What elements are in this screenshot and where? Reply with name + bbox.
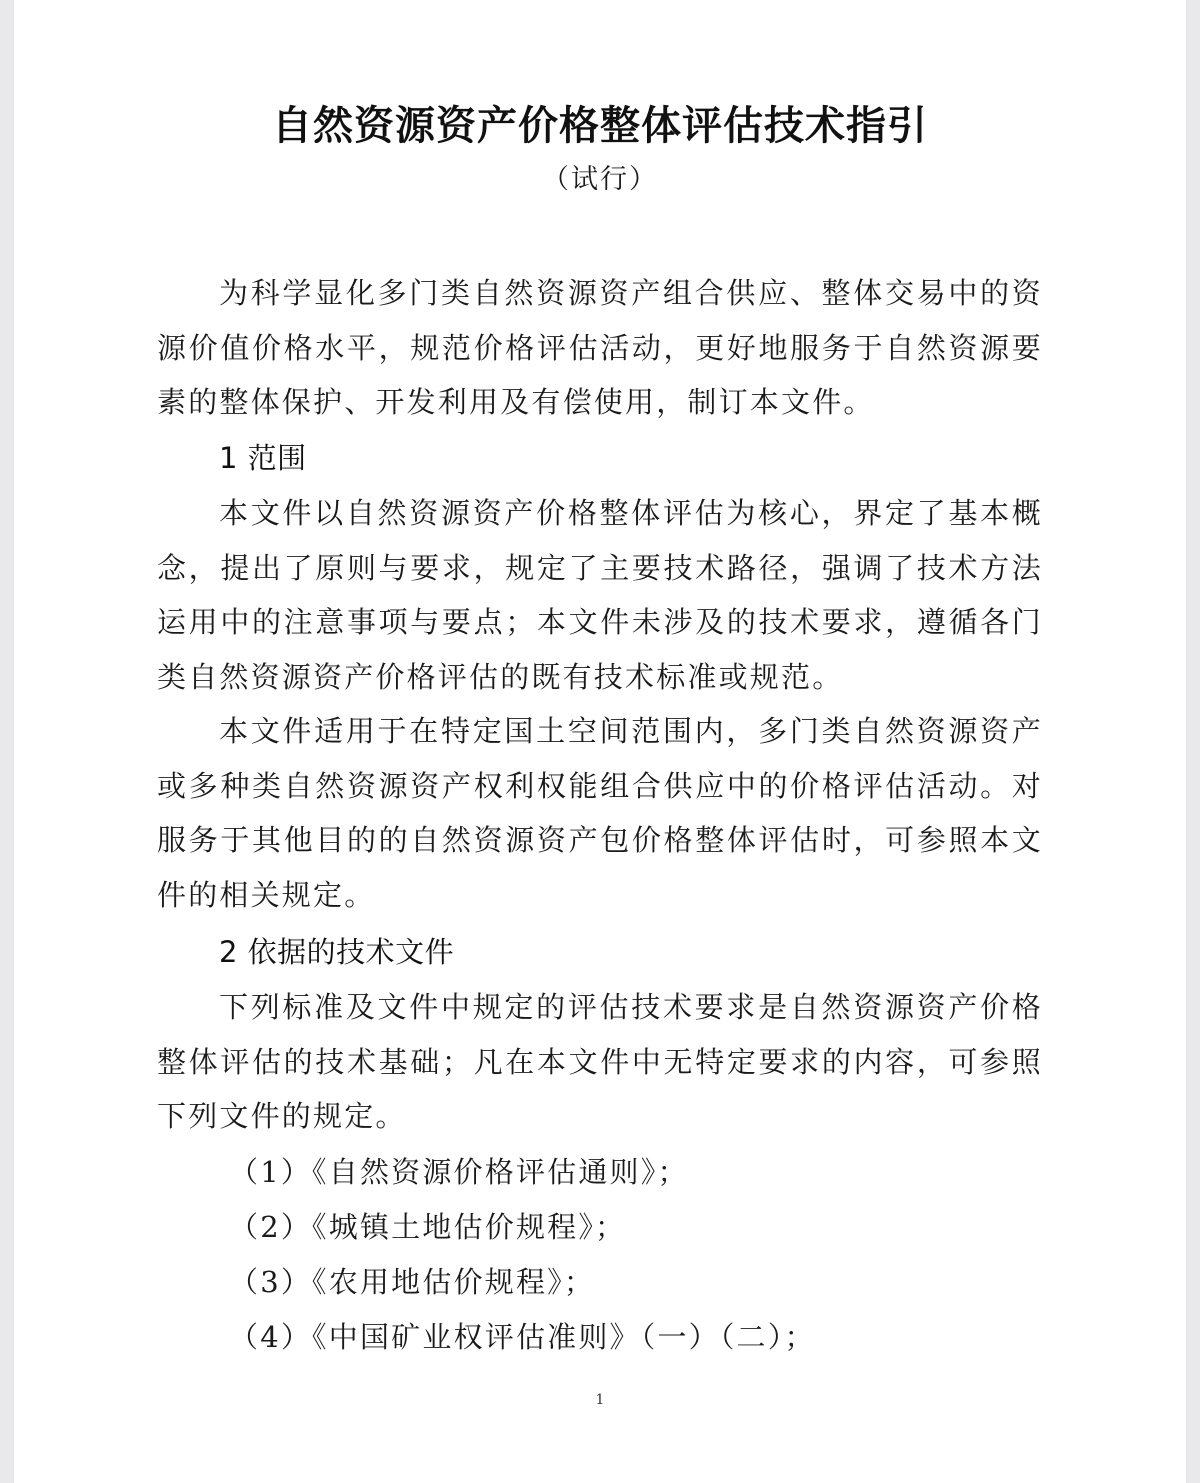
intro-paragraph: 为科学显化多门类自然资源资产组合供应、整体交易中的资源价值价格水平，规范价格评估活动，更好地服务于自然资源要素的整体保护、开发利用及有偿使用，制订本文件。 <box>157 276 1043 419</box>
reference-item-3: （3）《农用地估价规程》； <box>229 1265 596 1299</box>
section-1-heading: 1 范围 <box>219 441 307 475</box>
section-1-paragraph-1: 本文件以自然资源资产价格整体评估为核心，界定了基本概念，提出了原则与要求，规定了主要技术路径，强调了技术方法运用中的注意事项与要点；本文件未涉及的技术要求，遵循各门类自然资源资产价格评估的既有技术标准或规范。 <box>157 496 1043 694</box>
reference-item-1: （1）《自然资源价格评估通则》； <box>229 1155 689 1189</box>
document-title: 自然资源资产价格整体评估技术指引 <box>272 103 928 149</box>
document-subtitle: （试行） <box>542 164 658 195</box>
document-page <box>14 0 1186 1483</box>
section-1-paragraph-2: 本文件适用于在特定国土空间范围内，多门类自然资源资产或多种类自然资源资产权利权能组合供应中的价格评估活动。对服务于其他目的的自然资源资产包价格整体评估时，可参照本文件的相关规定。 <box>157 714 1043 912</box>
reference-item-2: （2）《城镇土地估价规程》； <box>229 1210 627 1244</box>
reference-item-4: （4）《中国矿业权评估准则》（一）（二）； <box>229 1320 816 1354</box>
page-number: 1 <box>595 1392 605 1408</box>
section-2-heading: 2 依据的技术文件 <box>219 935 455 969</box>
section-2-paragraph: 下列标准及文件中规定的评估技术要求是自然资源资产价格整体评估的技术基础；凡在本文件中无特定要求的内容，可参照下列文件的规定。 <box>157 990 1043 1133</box>
